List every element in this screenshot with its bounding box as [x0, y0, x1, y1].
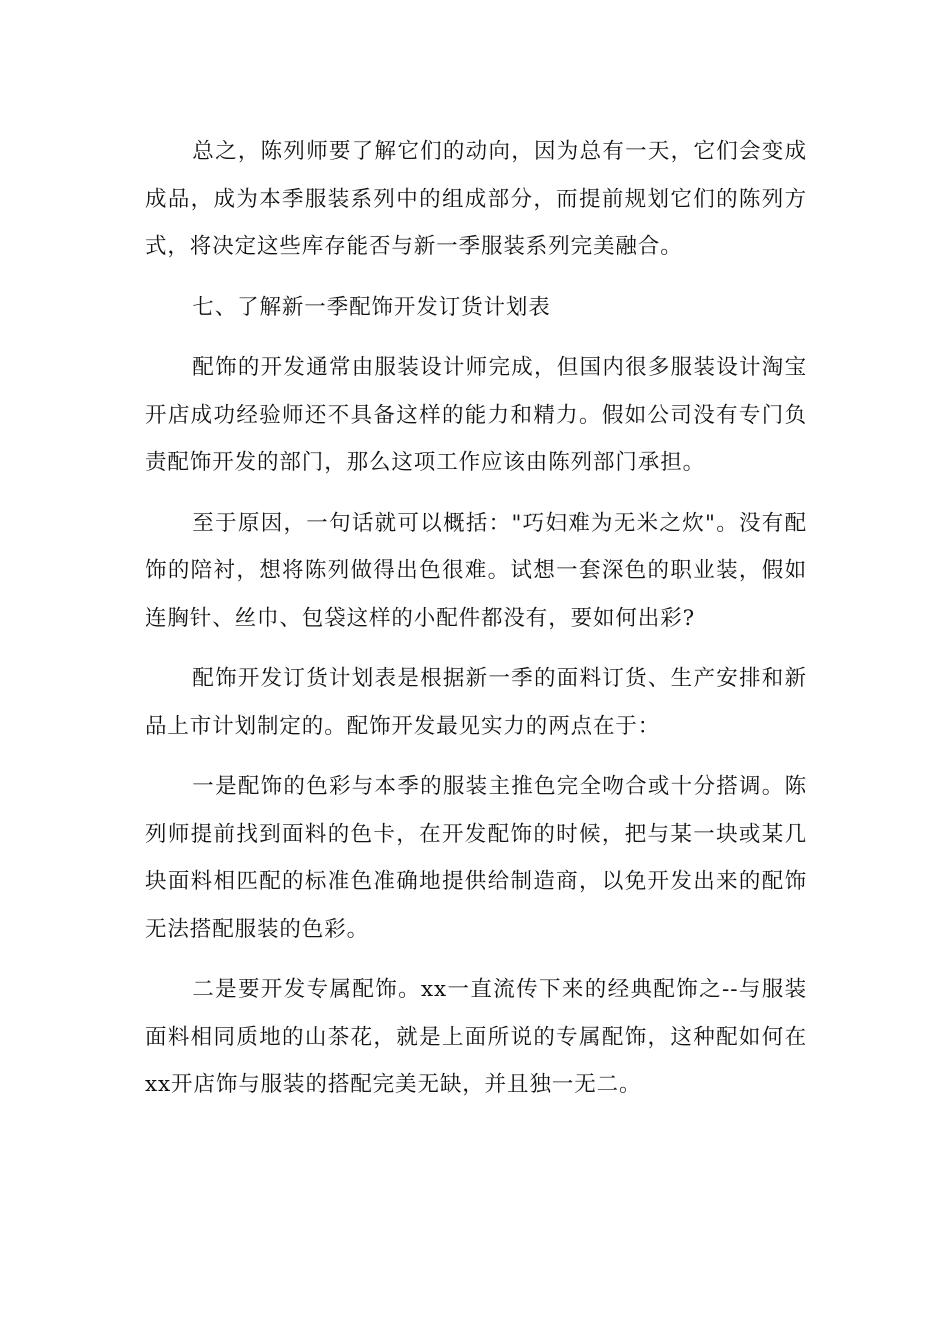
- paragraph-reason: 至于原因，一句话就可以概括："巧妇难为无米之炊"。没有配饰的陪衬，想将陈列做得出色很难。试想一套深色的职业装，假如连胸针、丝巾、包袋这样的小配件都没有，要如何出彩?: [145, 510, 807, 631]
- paragraph-summary: 总之，陈列师要了解它们的动向，因为总有一天，它们会变成成品，成为本季服装系列中的组成部分，而提前规划它们的陈列方式，将决定这些库存能否与新一季服装系列完美融合。: [145, 139, 807, 259]
- paragraph-point-one: 一是配饰的色彩与本季的服装主推色完全吻合或十分搭调。陈列师提前找到面料的色卡，在开发配饰的时候，把与某一块或某几块面料相匹配的标准色准确地提供给制造商，以免开发出来的配饰无法搭配服装的色彩。: [145, 774, 807, 942]
- paragraph-order-plan: 配饰开发订货计划表是根据新一季的面料订货、生产安排和新品上市计划制定的。配饰开发最见实力的两点在于：: [145, 666, 807, 739]
- paragraph-point-two: 二是要开发专属配饰。xx一直流传下来的经典配饰之--与服装面料相同质地的山茶花，就是上面所说的专属配饰，这种配如何在xx开店饰与服装的搭配完美无缺，并且独一无二。: [145, 977, 807, 1097]
- document-body: [145, 128, 807, 1122]
- paragraph-accessory-development: 配饰的开发通常由服装设计师完成，但国内很多服装设计淘宝开店成功经验师还不具备这样的能力和精力。假如公司没有专门负责配饰开发的部门，那么这项工作应该由陈列部门承担。: [145, 355, 807, 475]
- section-heading-7: 七、了解新一季配饰开发订货计划表: [192, 294, 551, 320]
